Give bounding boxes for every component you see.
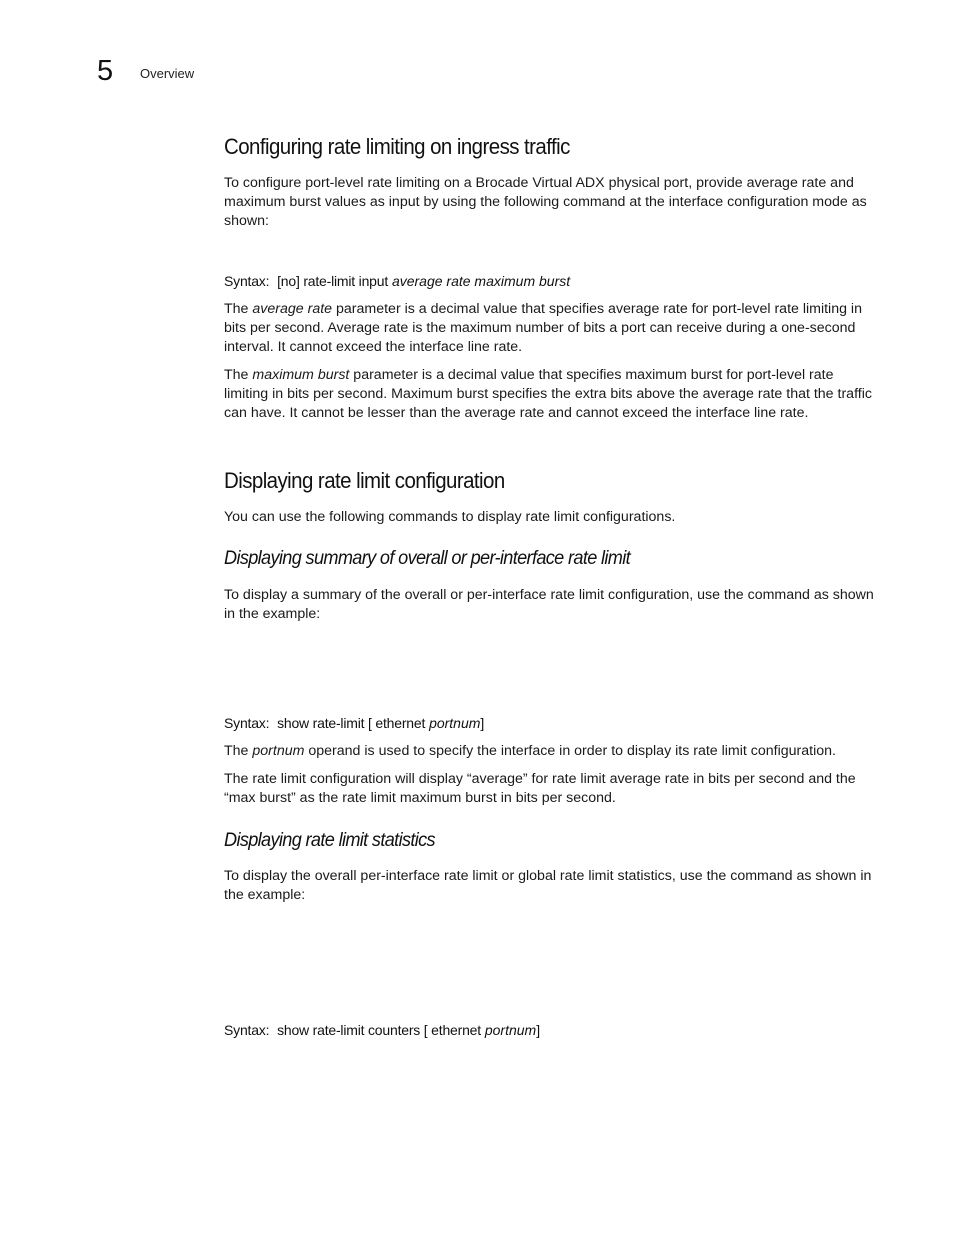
- summary-intro-paragraph: To display a summary of the overall or per-interface rate limit configuration, use the command as shown in the example:: [224, 587, 874, 622]
- syntax-show-rate-limit-counters: [224, 1021, 540, 1039]
- section-heading-displaying-rate-limit-configuration: Displaying rate limit configuration: [224, 468, 505, 493]
- syntax-rate-limit-input: [224, 272, 570, 290]
- syntax-show-rate-limit: [224, 714, 484, 732]
- portnum-pre: The: [224, 743, 253, 759]
- syntax-command: show rate-limit [ ethernet: [277, 715, 426, 731]
- maximum-burst-paragraph: [224, 366, 874, 422]
- maximum-burst-post: parameter is a decimal value that specifies maximum burst for port-level rate limiting in bits per second. Maximum burst specifies the extra bits above the average rate that the traffic can have. It cannot be lesser than the average rate and cannot exceed the interface line rate.: [224, 367, 872, 421]
- section1-intro-paragraph: To configure port-level rate limiting on a Brocade Virtual ADX physical port, provide average rate and maximum burst values as input by using the following command at the interface configuration mode as shown:: [224, 175, 867, 229]
- average-rate-pre: The: [224, 301, 253, 317]
- chapter-title: Overview: [140, 66, 195, 81]
- portnum-paragraph: [224, 742, 874, 761]
- syntax-label: Syntax:: [224, 715, 270, 731]
- syntax-label: Syntax:: [224, 273, 270, 289]
- section2-intro-paragraph: You can use the following commands to display rate limit configurations.: [224, 509, 676, 525]
- syntax-close-bracket: ]: [536, 1022, 540, 1038]
- syntax-arguments: average rate maximum burst: [391, 273, 571, 289]
- chapter-number: 5: [97, 55, 114, 87]
- maximum-burst-pre: The: [224, 367, 253, 383]
- syntax-label: Syntax:: [224, 1022, 270, 1038]
- average-rate-paragraph: [224, 300, 874, 356]
- average-rate-term: average rate: [252, 301, 333, 317]
- syntax-argument: portnum: [429, 715, 481, 731]
- average-max-burst-display-paragraph: The rate limit configuration will display “average” for rate limit average rate in bits per second and the “max burst” as the rate limit maximum burst in bits per second.: [224, 771, 856, 806]
- statistics-intro-paragraph: To display the overall per-interface rate limit or global rate limit statistics, use the command as shown in the example:: [224, 868, 872, 903]
- syntax-command: show rate-limit counters [ ethernet: [277, 1022, 481, 1038]
- maximum-burst-term: maximum burst: [252, 367, 350, 383]
- portnum-post: operand is used to specify the interface in order to display its rate limit configuration.: [304, 743, 836, 759]
- average-rate-post: parameter is a decimal value that specifies average rate for port-level rate limiting in bits per second. Average rate is the maximum number of bits a port can receive during a one-second interval. It cannot exceed the interface line rate.: [224, 301, 862, 355]
- syntax-command: [no] rate-limit input: [277, 273, 389, 289]
- section-heading-configuring-rate-limiting: Configuring rate limiting on ingress traffic: [224, 134, 570, 159]
- subheading-summary-rate-limit: Displaying summary of overall or per-interface rate limit: [224, 547, 631, 569]
- subheading-rate-limit-statistics: Displaying rate limit statistics: [224, 829, 435, 851]
- syntax-close-bracket: ]: [480, 715, 485, 731]
- portnum-term: portnum: [252, 743, 305, 759]
- syntax-argument: portnum: [484, 1022, 537, 1038]
